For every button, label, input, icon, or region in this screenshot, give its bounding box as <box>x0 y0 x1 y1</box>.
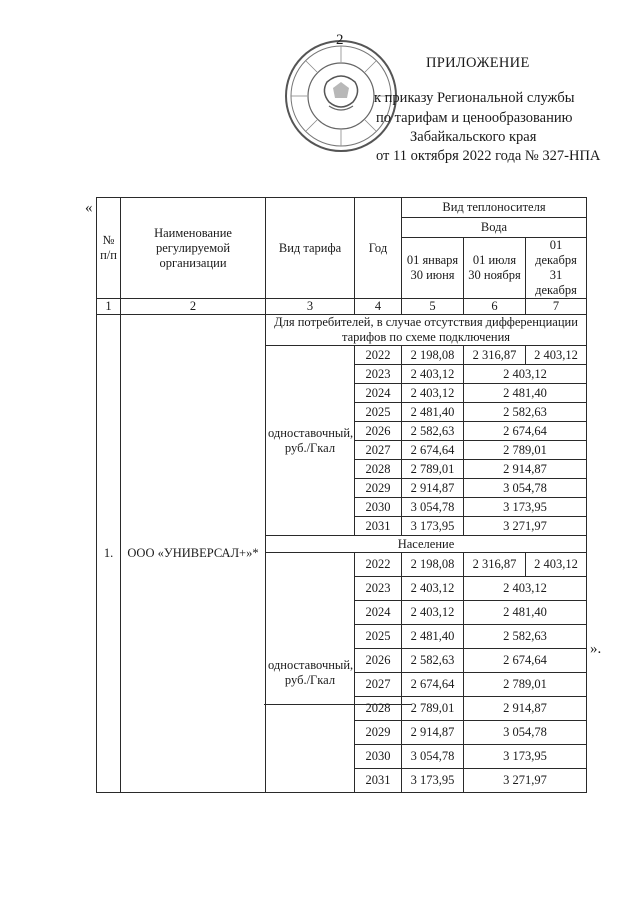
value-cell: 3 054,78 <box>402 498 464 517</box>
section-title: Для потребителей, в случае отсутствия дифференциации тарифов по схеме подключения <box>266 315 587 346</box>
year-cell: 2030 <box>355 745 402 769</box>
header-organization: Наименование регулируемой организации <box>121 198 266 299</box>
row-number: 1. <box>97 315 121 793</box>
year-cell: 2031 <box>355 769 402 793</box>
year-cell: 2024 <box>355 601 402 625</box>
value-cell: 2 674,64 <box>402 673 464 697</box>
year-cell: 2022 <box>355 346 402 365</box>
col-number: 5 <box>402 299 464 315</box>
value-cell: 3 054,78 <box>464 479 587 498</box>
value-cell: 2 582,63 <box>464 625 587 649</box>
order-line-2: по тарифам и ценообразованию <box>376 110 573 126</box>
value-cell: 2 789,01 <box>464 441 587 460</box>
year-cell: 2027 <box>355 441 402 460</box>
value-cell: 3 173,95 <box>464 498 587 517</box>
value-cell: 3 271,97 <box>464 517 587 536</box>
header-water: Вода <box>402 218 587 238</box>
header-num: № п/п <box>97 198 121 299</box>
year-cell: 2024 <box>355 384 402 403</box>
order-line-4: от 11 октября 2022 года № 327-НПА <box>376 148 601 164</box>
value-cell: 2 316,87 <box>464 346 526 365</box>
year-cell: 2023 <box>355 577 402 601</box>
value-cell: 3 173,95 <box>464 745 587 769</box>
value-cell: 2 582,63 <box>402 422 464 441</box>
value-cell: 2 481,40 <box>464 384 587 403</box>
value-cell: 2 582,63 <box>464 403 587 422</box>
value-cell: 2 403,12 <box>402 384 464 403</box>
year-cell: 2029 <box>355 721 402 745</box>
year-cell: 2026 <box>355 422 402 441</box>
value-cell: 2 914,87 <box>402 721 464 745</box>
value-cell: 2 674,64 <box>402 441 464 460</box>
page-number: 2 <box>336 32 344 48</box>
value-cell: 2 403,12 <box>402 365 464 384</box>
value-cell: 2 403,12 <box>464 365 587 384</box>
year-cell: 2025 <box>355 403 402 422</box>
bottom-divider <box>264 704 412 705</box>
value-cell: 2 403,12 <box>526 346 587 365</box>
col-number: 3 <box>266 299 355 315</box>
year-cell: 2026 <box>355 649 402 673</box>
section-title: Население <box>266 536 587 553</box>
value-cell: 2 582,63 <box>402 649 464 673</box>
order-line-3: Забайкальского края <box>410 129 537 145</box>
year-cell: 2030 <box>355 498 402 517</box>
value-cell: 2 674,64 <box>464 649 587 673</box>
year-cell: 2022 <box>355 553 402 577</box>
value-cell: 2 403,12 <box>464 577 587 601</box>
tariff-type-cell: одноставочный, руб./Гкал <box>266 553 355 793</box>
organization-name: ООО «УНИВЕРСАЛ+»* <box>121 315 266 793</box>
year-cell: 2029 <box>355 479 402 498</box>
value-cell: 2 481,40 <box>402 625 464 649</box>
closing-quote: ». <box>590 641 602 657</box>
header-carrier: Вид теплоносителя <box>402 198 587 218</box>
value-cell: 3 271,97 <box>464 769 587 793</box>
opening-quote: « <box>85 200 93 216</box>
header-year: Год <box>355 198 402 299</box>
col-number: 2 <box>121 299 266 315</box>
col-number: 6 <box>464 299 526 315</box>
value-cell: 2 198,08 <box>402 553 464 577</box>
year-cell: 2023 <box>355 365 402 384</box>
appendix-title: ПРИЛОЖЕНИЕ <box>426 55 530 71</box>
value-cell: 2 914,87 <box>464 460 587 479</box>
value-cell: 3 173,95 <box>402 769 464 793</box>
value-cell: 2 789,01 <box>402 697 464 721</box>
order-line-1: к приказу Региональной службы <box>374 90 575 106</box>
tariff-type-cell: одноставочный, руб./Гкал <box>266 346 355 536</box>
value-cell: 2 198,08 <box>402 346 464 365</box>
value-cell: 2 403,12 <box>402 577 464 601</box>
year-cell: 2028 <box>355 460 402 479</box>
year-cell: 2027 <box>355 673 402 697</box>
header-period-2: 01 июля 30 ноября <box>464 238 526 299</box>
col-number: 7 <box>526 299 587 315</box>
year-cell: 2028 <box>355 697 402 721</box>
value-cell: 2 481,40 <box>402 403 464 422</box>
header-period-3: 01 декабря 31 декабря <box>526 238 587 299</box>
value-cell: 3 173,95 <box>402 517 464 536</box>
year-cell: 2031 <box>355 517 402 536</box>
header-tariff-type: Вид тарифа <box>266 198 355 299</box>
value-cell: 2 789,01 <box>402 460 464 479</box>
value-cell: 3 054,78 <box>464 721 587 745</box>
value-cell: 2 316,87 <box>464 553 526 577</box>
value-cell: 2 674,64 <box>464 422 587 441</box>
col-number: 1 <box>97 299 121 315</box>
header-period-1: 01 января 30 июня <box>402 238 464 299</box>
col-number: 4 <box>355 299 402 315</box>
value-cell: 3 054,78 <box>402 745 464 769</box>
value-cell: 2 403,12 <box>526 553 587 577</box>
value-cell: 2 914,87 <box>402 479 464 498</box>
value-cell: 2 789,01 <box>464 673 587 697</box>
value-cell: 2 481,40 <box>464 601 587 625</box>
year-cell: 2025 <box>355 625 402 649</box>
value-cell: 2 403,12 <box>402 601 464 625</box>
value-cell: 2 914,87 <box>464 697 587 721</box>
